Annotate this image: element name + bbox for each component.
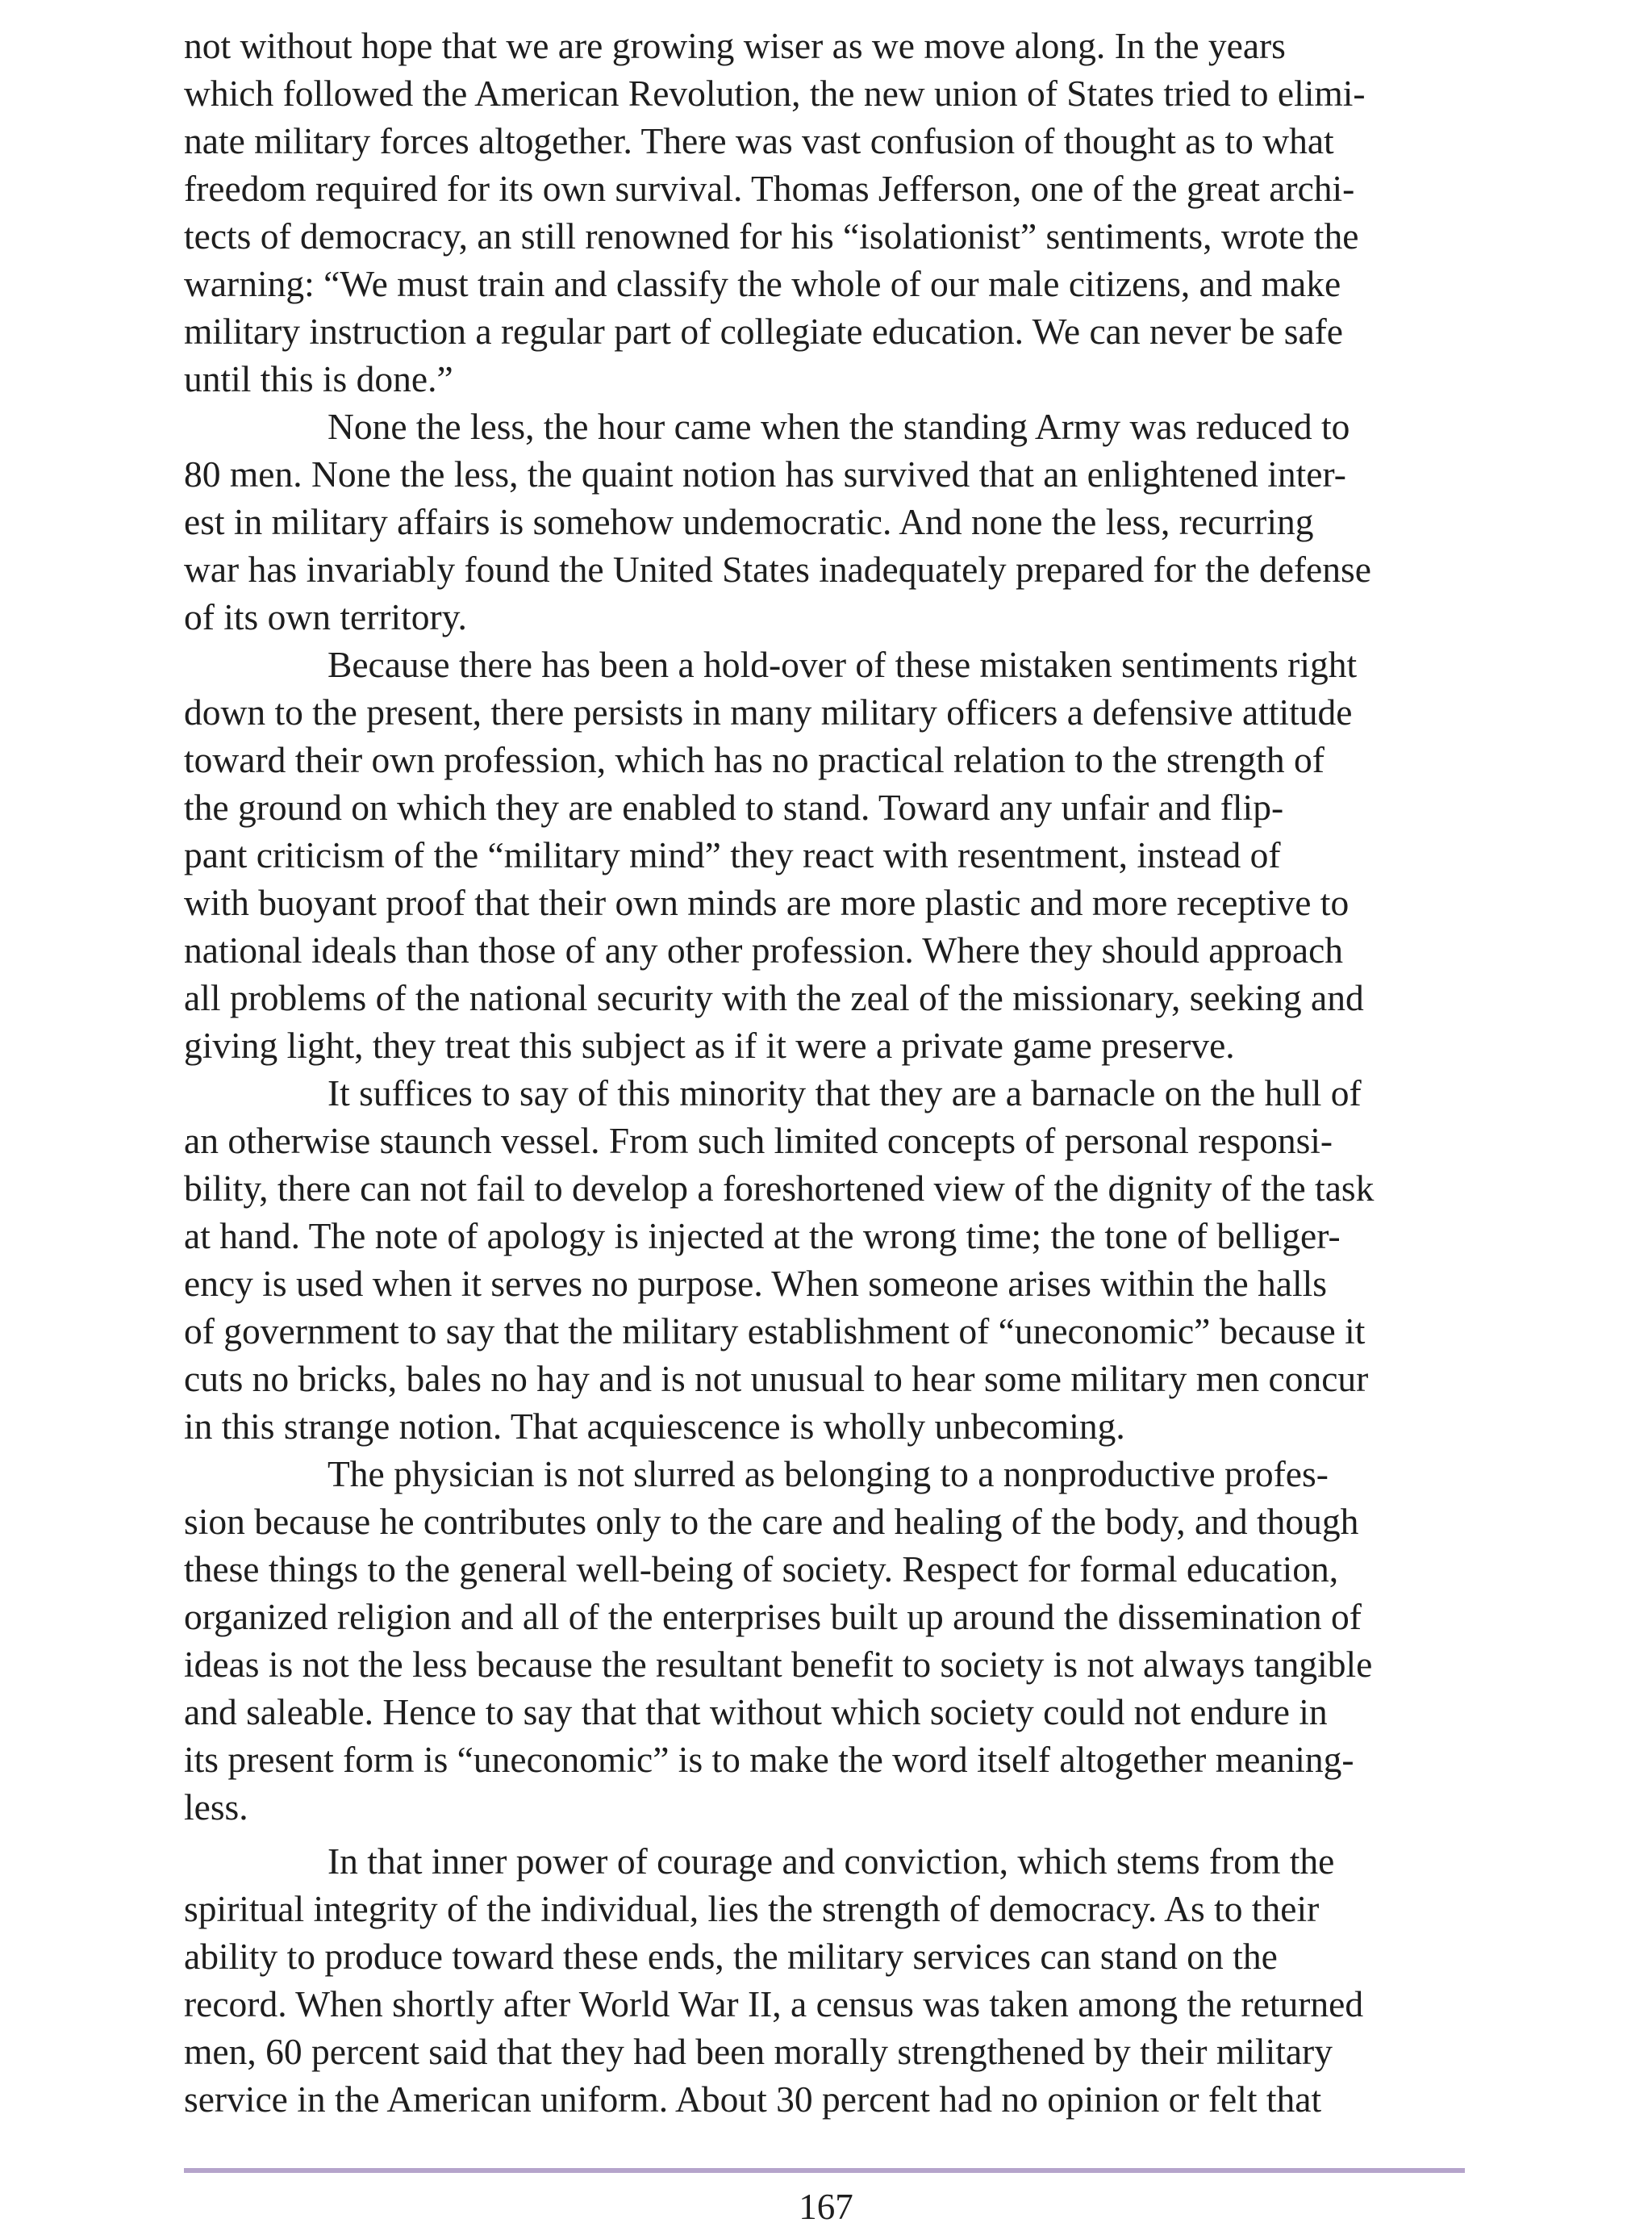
text-line: war has invariably found the United States inadequately prepared for the defense: [184, 549, 1371, 590]
text-line: bility, there can not fail to develop a foreshortened view of the dignity of the task: [184, 1168, 1375, 1209]
text-line: at hand. The note of apology is injected at the wrong time; the tone of belliger-: [184, 1215, 1341, 1256]
text-line: giving light, they treat this subject as if it were a private game preserve.: [184, 1025, 1235, 1066]
text-line: freedom required for its own survival. Thomas Jefferson, one of the great archi-: [184, 168, 1355, 209]
text-line: Because there has been a hold-over of these mistaken sentiments right: [327, 644, 1358, 685]
text-line: of its own territory.: [184, 596, 467, 637]
text-line: an otherwise staunch vessel. From such limited concepts of personal responsi-: [184, 1120, 1333, 1161]
text-line: until this is done.”: [184, 358, 453, 399]
paragraph: [184, 641, 1465, 1069]
text-line: toward their own profession, which has no practical relation to the strength of: [184, 739, 1325, 780]
text-line: The physician is not slurred as belonging to a nonproductive profes-: [327, 1453, 1329, 1494]
text-line: None the less, the hour came when the standing Army was reduced to: [327, 406, 1350, 447]
text-line: all problems of the national security with the zeal of the missionary, seeking and: [184, 977, 1364, 1018]
text-line: warning: “We must train and classify the whole of our male citizens, and make: [184, 263, 1341, 304]
text-line: down to the present, there persists in many military officers a defensive attitude: [184, 691, 1353, 733]
text-line: less.: [184, 1786, 248, 1828]
text-line: record. When shortly after World War II, a census was taken among the returned: [184, 1983, 1364, 2024]
text-line: its present form is “uneconomic” is to make the word itself altogether meaning-: [184, 1739, 1354, 1780]
text-line: national ideals than those of any other profession. Where they should approach: [184, 930, 1344, 971]
text-line: In that inner power of courage and conviction, which stems from the: [327, 1840, 1335, 1882]
text-line: men, 60 percent said that they had been morally strengthened by their military: [184, 2031, 1333, 2072]
text-line: spiritual integrity of the individual, lies the strength of democracy. As to their: [184, 1888, 1320, 1929]
body-text: [184, 22, 1465, 2123]
text-line: and saleable. Hence to say that that without which society could not endure in: [184, 1691, 1328, 1732]
footer-rule: [184, 2168, 1465, 2173]
page-number: 167: [799, 2187, 853, 2227]
text-line: ency is used when it serves no purpose. When someone arises within the halls: [184, 1263, 1327, 1304]
text-line: It suffices to say of this minority that they are a barnacle on the hull of: [327, 1072, 1362, 1113]
paragraph: [184, 1450, 1465, 1831]
text-line: ability to produce toward these ends, the military services can stand on the: [184, 1936, 1278, 1977]
text-line: the ground on which they are enabled to stand. Toward any unfair and flip-: [184, 787, 1284, 828]
text-line: service in the American uniform. About 30 percent had no opinion or felt that: [184, 2079, 1322, 2120]
text-line: 80 men. None the less, the quaint notion has survived that an enlightened inter-: [184, 453, 1346, 495]
text-line: cuts no bricks, bales no hay and is not unusual to hear some military men concur: [184, 1358, 1369, 1399]
text-line: which followed the American Revolution, the new union of States tried to elimi-: [184, 73, 1366, 114]
text-line: military instruction a regular part of collegiate education. We can never be safe: [184, 311, 1343, 352]
text-line: of government to say that the military establishment of “uneconomic” because it: [184, 1310, 1366, 1352]
paragraph: [184, 22, 1465, 403]
text-line: with buoyant proof that their own minds are more plastic and more receptive to: [184, 882, 1350, 923]
text-line: not without hope that we are growing wiser as we move along. In the years: [184, 25, 1286, 66]
text-line: est in military affairs is somehow undemocratic. And none the less, recurring: [184, 501, 1314, 542]
text-line: nate military forces altogether. There was vast confusion of thought as to what: [184, 120, 1334, 161]
text-line: organized religion and all of the enterprises built up around the dissemination of: [184, 1596, 1362, 1637]
text-line: pant criticism of the “military mind” they react with resentment, instead of: [184, 834, 1281, 875]
text-line: in this strange notion. That acquiescence is wholly unbecoming.: [184, 1406, 1125, 1447]
paragraph: [184, 1837, 1465, 2123]
text-line: ideas is not the less because the resultant benefit to society is not always tangible: [184, 1644, 1373, 1685]
text-line: these things to the general well-being of society. Respect for formal education,: [184, 1548, 1339, 1590]
paragraph: [184, 1069, 1465, 1450]
text-line: sion because he contributes only to the care and healing of the body, and though: [184, 1501, 1359, 1542]
paragraph: [184, 403, 1465, 641]
text-line: tects of democracy, an still renowned for his “isolationist” sentiments, wrote the: [184, 215, 1359, 257]
